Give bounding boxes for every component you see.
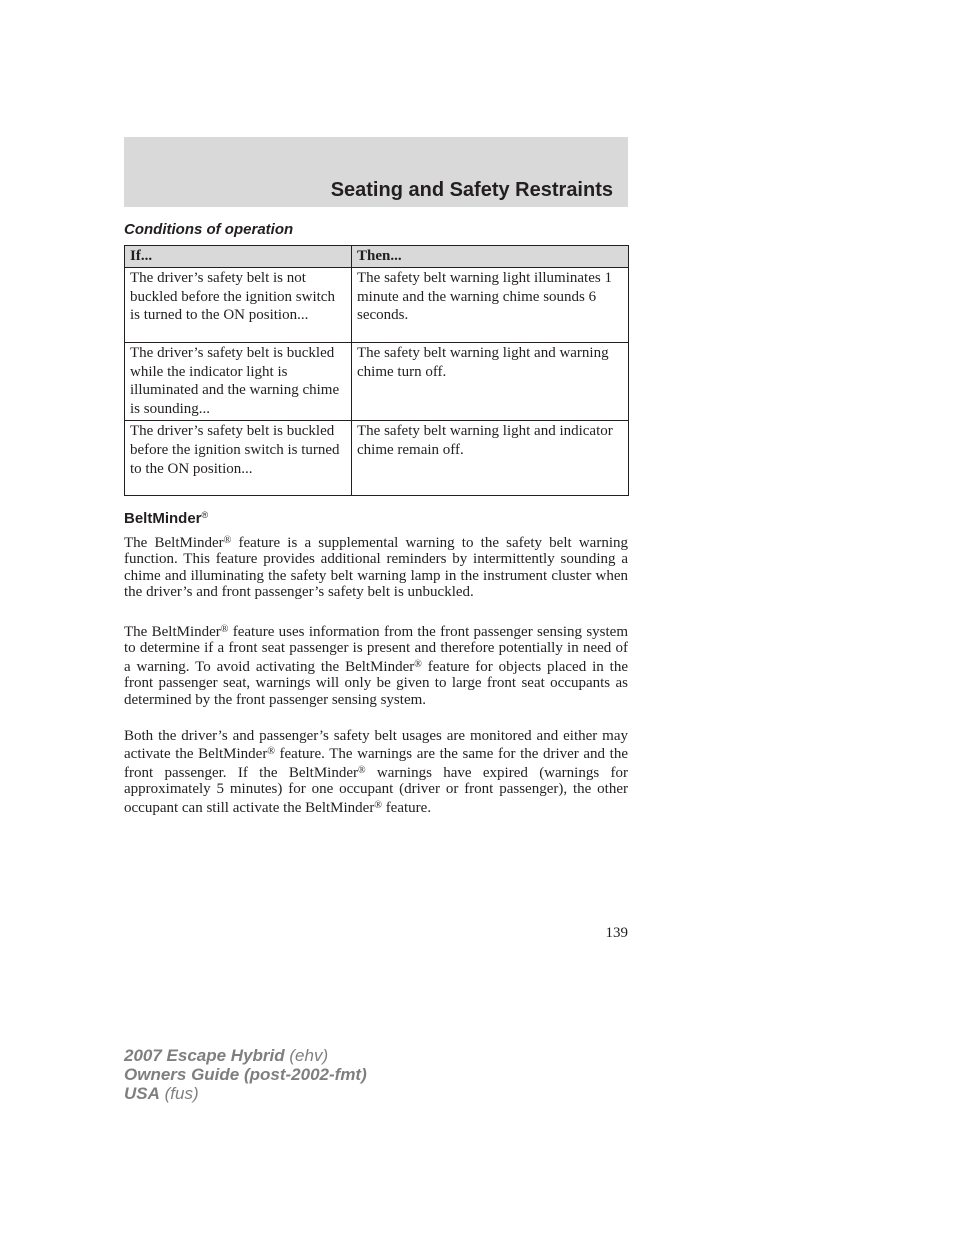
document-footer [124,1046,367,1103]
footer-model: 2007 Escape Hybrid [124,1046,285,1065]
section-header-band [124,137,628,207]
text-run: feature. [381,799,432,816]
table-cell-if: The driver’s safety belt is buckled before the ignition switch is turned to the ON position... [125,420,352,495]
footer-model-code: (ehv) [284,1046,329,1065]
table-row [125,267,629,342]
conditions-heading: Conditions of operation [124,221,294,238]
registered-mark: ® [374,799,382,811]
beltminder-paragraph-3 [124,728,628,816]
column-header-then: Then... [352,246,629,268]
text-run: Both the driver’s and passenger’s safety belt usages are monitored and either may activate the BeltMinder [124,728,628,763]
beltminder-heading-text: BeltMinder [124,510,202,527]
footer-market: USA [124,1084,160,1103]
table-cell-then: The safety belt warning light and warning chime turn off. [352,342,629,420]
text-run: feature is a supplemental warning to the safety belt warning function. This feature provides additional reminders by intermittently sounding a chime and illuminating the safety belt warning lamp in the instrument cluster when the driver’s and front passenger’s safety belt is unbuckled. [124,535,628,601]
registered-mark: ® [223,535,232,546]
table-row [125,342,629,420]
text-run: feature uses information from the front passenger sensing system to determine if a front seat passenger is present and therefore potentially in need of a warning. To avoid activating the BeltMinder [124,624,628,675]
beltminder-paragraph-1 [124,533,628,601]
text-run: The BeltMinder [124,535,224,551]
page-number: 139 [605,925,628,941]
beltminder-paragraph-2 [124,622,628,708]
registered-mark: ® [220,624,229,635]
footer-market-code: (fus) [159,1084,199,1103]
footer-line-1 [124,1046,367,1065]
column-header-if: If... [125,246,352,268]
registered-mark: ® [201,510,209,520]
registered-mark: ® [358,764,366,776]
text-run: The BeltMinder [124,624,221,640]
table-cell-if: The driver’s safety belt is not buckled before the ignition switch is turned to the ON position... [125,267,352,342]
text-run: feature. The warnings are the same for the driver and the front passenger. If the BeltMinder [124,746,628,781]
text-run: warnings have expired (warnings for approximately 5 minutes) for one occupant (driver or front passenger), the other occupant can still activate the BeltMinder [124,764,628,816]
footer-line-2: Owners Guide (post-2002-fmt) [124,1065,367,1084]
conditions-table [124,245,629,496]
beltminder-heading [124,510,208,527]
section-title: Seating and Safety Restraints [330,179,613,201]
table-row [125,420,629,495]
footer-line-3 [124,1084,367,1103]
table-cell-then: The safety belt warning light and indicator chime remain off. [352,420,629,495]
table-cell-if: The driver’s safety belt is buckled while the indicator light is illuminated and the warning chime is sounding... [125,342,352,420]
registered-mark: ® [414,658,422,670]
registered-mark: ® [267,746,275,758]
table-cell-then: The safety belt warning light illuminates 1 minute and the warning chime sounds 6 seconds. [352,267,629,342]
table-header-row [125,246,629,268]
text-run: feature for objects placed in the front passenger seat, warnings will only be given to large front seat occupants as determined by the front passenger sensing system. [124,658,628,708]
